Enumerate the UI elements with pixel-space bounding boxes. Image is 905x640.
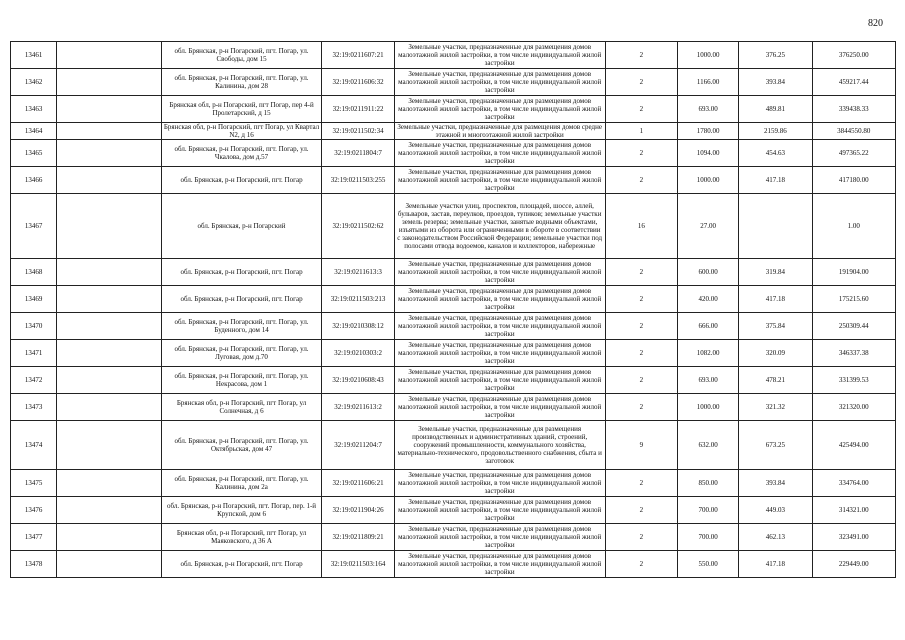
cell-cost: 459217.44 bbox=[812, 69, 895, 96]
cell-cadastral: 32:19:0211607:21 bbox=[322, 42, 394, 69]
cell-cadastral: 32:19:0211503:164 bbox=[322, 551, 394, 578]
cell-use: Земельные участки, предназначенные для размещения домов малоэтажной жилой застройки, в том числе индивидуальной жилой застройки bbox=[394, 96, 605, 123]
cell-use: Земельные участки, предназначенные для размещения домов малоэтажной жилой застройки, в том числе индивидуальной жилой застройки bbox=[394, 42, 605, 69]
cell-id: 13465 bbox=[11, 140, 57, 167]
cell-price: 393.84 bbox=[739, 470, 812, 497]
table-row bbox=[11, 194, 896, 259]
cell-class: 2 bbox=[605, 340, 677, 367]
cell-class: 2 bbox=[605, 367, 677, 394]
cell-cost: 191904.00 bbox=[812, 259, 895, 286]
cell-blank bbox=[57, 497, 161, 524]
cell-id: 13477 bbox=[11, 524, 57, 551]
table-row bbox=[11, 69, 896, 96]
cell-class: 2 bbox=[605, 96, 677, 123]
cell-area: 27.00 bbox=[677, 194, 738, 259]
table-row bbox=[11, 367, 896, 394]
cell-class: 16 bbox=[605, 194, 677, 259]
cell-use: Земельные участки, предназначенные для размещения домов малоэтажной жилой застройки, в том числе индивидуальной жилой застройки bbox=[394, 340, 605, 367]
cell-id: 13464 bbox=[11, 123, 57, 140]
cell-blank bbox=[57, 551, 161, 578]
cell-price: 449.03 bbox=[739, 497, 812, 524]
cell-class: 2 bbox=[605, 497, 677, 524]
cell-address: обл. Брянская, р-н Погарский, пгт. Погар, ул. Октябрьская, дом 47 bbox=[161, 421, 322, 470]
cell-use: Земельные участки, предназначенные для размещения домов малоэтажной жилой застройки, в том числе индивидуальной жилой застройки bbox=[394, 167, 605, 194]
cell-address: обл. Брянская, р-н Погарский, пгт. Погар bbox=[161, 167, 322, 194]
cell-cadastral: 32:19:0211804:7 bbox=[322, 140, 394, 167]
page-number: 820 bbox=[868, 18, 883, 29]
cell-class: 2 bbox=[605, 524, 677, 551]
cell-address: обл. Брянская, р-н Погарский, пгт. Погар, пер. 1-й Крупской, дом 6 bbox=[161, 497, 322, 524]
cell-area: 1000.00 bbox=[677, 42, 738, 69]
cell-use: Земельные участки, предназначенные для размещения домов малоэтажной жилой застройки, в том числе индивидуальной жилой застройки bbox=[394, 313, 605, 340]
cell-use: Земельные участки, предназначенные для размещения домов малоэтажной жилой застройки, в том числе индивидуальной жилой застройки bbox=[394, 394, 605, 421]
cell-cadastral: 32:19:0210308:12 bbox=[322, 313, 394, 340]
cell-price: 462.13 bbox=[739, 524, 812, 551]
cell-price: 417.18 bbox=[739, 167, 812, 194]
cell-cost: 346337.38 bbox=[812, 340, 895, 367]
cell-price: 320.09 bbox=[739, 340, 812, 367]
cell-id: 13473 bbox=[11, 394, 57, 421]
cell-cost: 334764.00 bbox=[812, 470, 895, 497]
cell-class: 1 bbox=[605, 123, 677, 140]
cell-area: 666.00 bbox=[677, 313, 738, 340]
cell-address: обл. Брянская, р-н Погарский, пгт. Погар bbox=[161, 286, 322, 313]
cell-address: обл. Брянская, р-н Погарский, пгт. Погар, ул. Луговая, дом д.70 bbox=[161, 340, 322, 367]
cell-cadastral: 32:19:0211204:7 bbox=[322, 421, 394, 470]
cell-class: 2 bbox=[605, 313, 677, 340]
cell-price bbox=[739, 194, 812, 259]
cell-area: 1082.00 bbox=[677, 340, 738, 367]
cell-use: Земельные участки, предназначенные для размещения домов малоэтажной жилой застройки, в том числе индивидуальной жилой застройки bbox=[394, 140, 605, 167]
cell-address: обл. Брянская, р-н Погарский bbox=[161, 194, 322, 259]
cell-area: 693.00 bbox=[677, 367, 738, 394]
cell-area: 600.00 bbox=[677, 259, 738, 286]
cell-class: 2 bbox=[605, 69, 677, 96]
cell-blank bbox=[57, 194, 161, 259]
cell-use: Земельные участки, предназначенные для размещения домов малоэтажной жилой застройки, в том числе индивидуальной жилой застройки bbox=[394, 259, 605, 286]
cell-cost: 3844550.80 bbox=[812, 123, 895, 140]
cell-blank bbox=[57, 524, 161, 551]
cell-cost: 339438.33 bbox=[812, 96, 895, 123]
table-row bbox=[11, 259, 896, 286]
cell-price: 673.25 bbox=[739, 421, 812, 470]
cell-blank bbox=[57, 259, 161, 286]
cell-cost: 323491.00 bbox=[812, 524, 895, 551]
cell-class: 2 bbox=[605, 286, 677, 313]
cell-address: Брянская обл, р-н Погарский, пгт Погар, ул Маяковского, д 36 А bbox=[161, 524, 322, 551]
cell-cadastral: 32:19:0210608:43 bbox=[322, 367, 394, 394]
cell-blank bbox=[57, 69, 161, 96]
cell-price: 393.84 bbox=[739, 69, 812, 96]
cell-price: 321.32 bbox=[739, 394, 812, 421]
cell-cadastral: 32:19:0211503:255 bbox=[322, 167, 394, 194]
cell-use: Земельные участки, предназначенные для размещения домов малоэтажной жилой застройки, в том числе индивидуальной жилой застройки bbox=[394, 470, 605, 497]
table-row bbox=[11, 167, 896, 194]
cell-cost: 497365.22 bbox=[812, 140, 895, 167]
cell-cost: 376250.00 bbox=[812, 42, 895, 69]
cell-class: 2 bbox=[605, 42, 677, 69]
cell-class: 2 bbox=[605, 470, 677, 497]
table-row bbox=[11, 470, 896, 497]
table-row bbox=[11, 123, 896, 140]
table-row bbox=[11, 140, 896, 167]
cell-area: 693.00 bbox=[677, 96, 738, 123]
cell-class: 2 bbox=[605, 551, 677, 578]
cell-address: Брянская обл, р-н Погарский, пгт Погар, ул Солнечная, д 6 bbox=[161, 394, 322, 421]
cell-area: 632.00 bbox=[677, 421, 738, 470]
cell-address: обл. Брянская, р-н Погарский, пгт. Погар, ул. Чкалова, дом д.57 bbox=[161, 140, 322, 167]
cell-blank bbox=[57, 123, 161, 140]
cell-blank bbox=[57, 367, 161, 394]
cell-price: 375.84 bbox=[739, 313, 812, 340]
cell-blank bbox=[57, 421, 161, 470]
cell-area: 1000.00 bbox=[677, 394, 738, 421]
cell-cost: 417180.00 bbox=[812, 167, 895, 194]
cell-cost: 321320.00 bbox=[812, 394, 895, 421]
cell-cadastral: 32:19:0211502:34 bbox=[322, 123, 394, 140]
cell-class: 2 bbox=[605, 259, 677, 286]
cell-cadastral: 32:19:0211613:2 bbox=[322, 394, 394, 421]
cell-price: 478.21 bbox=[739, 367, 812, 394]
cell-area: 700.00 bbox=[677, 497, 738, 524]
table-row bbox=[11, 551, 896, 578]
cell-cost: 331399.53 bbox=[812, 367, 895, 394]
cell-cost: 1.00 bbox=[812, 194, 895, 259]
cell-cost: 425494.00 bbox=[812, 421, 895, 470]
cell-use: Земельные участки, предназначенные для размещения домов малоэтажной жилой застройки, в том числе индивидуальной жилой застройки bbox=[394, 69, 605, 96]
cell-class: 2 bbox=[605, 140, 677, 167]
table-row bbox=[11, 286, 896, 313]
cell-id: 13467 bbox=[11, 194, 57, 259]
cell-cadastral: 32:19:0211911:22 bbox=[322, 96, 394, 123]
cell-use: Земельные участки, предназначенные для размещения домов средне этажной и многоэтажной жилой застройки bbox=[394, 123, 605, 140]
cell-address: обл. Брянская, р-н Погарский, пгт. Погар, ул. Некрасова, дом 1 bbox=[161, 367, 322, 394]
cell-area: 850.00 bbox=[677, 470, 738, 497]
cell-area: 1166.00 bbox=[677, 69, 738, 96]
cell-address: обл. Брянская, р-н Погарский, пгт. Погар bbox=[161, 551, 322, 578]
cell-cadastral: 32:19:0211809:21 bbox=[322, 524, 394, 551]
cell-cadastral: 32:19:0211613:3 bbox=[322, 259, 394, 286]
table-row bbox=[11, 394, 896, 421]
cell-id: 13476 bbox=[11, 497, 57, 524]
cell-address: обл. Брянская, р-н Погарский, пгт. Погар, ул. Свободы, дом 15 bbox=[161, 42, 322, 69]
cell-id: 13471 bbox=[11, 340, 57, 367]
cell-use: Земельные участки, предназначенные для размещения домов малоэтажной жилой застройки, в том числе индивидуальной жилой застройки bbox=[394, 551, 605, 578]
cell-id: 13469 bbox=[11, 286, 57, 313]
cell-blank bbox=[57, 167, 161, 194]
cell-address: обл. Брянская, р-н Погарский, пгт. Погар, ул. Калинина, дом 2а bbox=[161, 470, 322, 497]
cell-use: Земельные участки, предназначенные для размещения домов малоэтажной жилой застройки, в том числе индивидуальной жилой застройки bbox=[394, 497, 605, 524]
cell-use: Земельные участки улиц, проспектов, площадей, шоссе, аллей, бульваров, застав, переулков, проездов, тупиков; земельные участки земель резерва; земельные участки, занятые водными объектами, изъятыми из оборота или ограниченными в обороте в соответствии с законодательством Российской Федерации; земельные участки под полосами отвода водоемов, каналов и коллекторов, набережные bbox=[394, 194, 605, 259]
cell-id: 13463 bbox=[11, 96, 57, 123]
cell-cost: 229449.00 bbox=[812, 551, 895, 578]
cell-blank bbox=[57, 286, 161, 313]
cell-cost: 175215.60 bbox=[812, 286, 895, 313]
table-body bbox=[11, 42, 896, 578]
cell-id: 13461 bbox=[11, 42, 57, 69]
cell-cadastral: 32:19:0211503:213 bbox=[322, 286, 394, 313]
cell-address: обл. Брянская, р-н Погарский, пгт. Погар, ул. Буденного, дом 14 bbox=[161, 313, 322, 340]
cell-area: 1000.00 bbox=[677, 167, 738, 194]
table-row bbox=[11, 524, 896, 551]
cell-class: 2 bbox=[605, 394, 677, 421]
cell-area: 1094.00 bbox=[677, 140, 738, 167]
cell-id: 13466 bbox=[11, 167, 57, 194]
cell-class: 9 bbox=[605, 421, 677, 470]
cell-price: 489.81 bbox=[739, 96, 812, 123]
cell-price: 2159.86 bbox=[739, 123, 812, 140]
cell-id: 13470 bbox=[11, 313, 57, 340]
cell-use: Земельные участки, предназначенные для размещения домов малоэтажной жилой застройки, в том числе индивидуальной жилой застройки bbox=[394, 367, 605, 394]
cell-blank bbox=[57, 470, 161, 497]
table-row bbox=[11, 340, 896, 367]
table-row bbox=[11, 313, 896, 340]
cell-price: 417.18 bbox=[739, 551, 812, 578]
table-row bbox=[11, 497, 896, 524]
cell-area: 550.00 bbox=[677, 551, 738, 578]
cell-blank bbox=[57, 140, 161, 167]
cadastral-value-table bbox=[10, 41, 896, 578]
cell-cost: 314321.00 bbox=[812, 497, 895, 524]
cell-id: 13478 bbox=[11, 551, 57, 578]
cell-area: 420.00 bbox=[677, 286, 738, 313]
cell-blank bbox=[57, 96, 161, 123]
cell-blank bbox=[57, 313, 161, 340]
cell-use: Земельные участки, предназначенные для размещения производственных и административных зданий, строений, сооружений промышленности, коммунального хозяйства, материально-технического, продовольственного снабжения, сбыта и заготовок bbox=[394, 421, 605, 470]
cell-cadastral: 32:19:0210303:2 bbox=[322, 340, 394, 367]
cell-price: 319.84 bbox=[739, 259, 812, 286]
cell-id: 13475 bbox=[11, 470, 57, 497]
cell-blank bbox=[57, 340, 161, 367]
cell-area: 1780.00 bbox=[677, 123, 738, 140]
cell-address: обл. Брянская, р-н Погарский, пгт. Погар bbox=[161, 259, 322, 286]
table-row bbox=[11, 42, 896, 69]
cell-cadastral: 32:19:0211606:21 bbox=[322, 470, 394, 497]
cell-address: Брянская обл, р-н Погарский, пгт Погар, пер 4-й Пролетарский, д 15 bbox=[161, 96, 322, 123]
cell-address: Брянская обл, р-н Погарский, пгт Погар, ул Квартал N2, д 16 bbox=[161, 123, 322, 140]
cell-price: 376.25 bbox=[739, 42, 812, 69]
table-row bbox=[11, 421, 896, 470]
cell-cadastral: 32:19:0211606:32 bbox=[322, 69, 394, 96]
cell-price: 454.63 bbox=[739, 140, 812, 167]
cell-cadastral: 32:19:0211502:62 bbox=[322, 194, 394, 259]
cell-cadastral: 32:19:0211904:26 bbox=[322, 497, 394, 524]
cell-id: 13474 bbox=[11, 421, 57, 470]
table-row bbox=[11, 96, 896, 123]
cell-id: 13468 bbox=[11, 259, 57, 286]
cell-blank bbox=[57, 394, 161, 421]
cell-use: Земельные участки, предназначенные для размещения домов малоэтажной жилой застройки, в том числе индивидуальной жилой застройки bbox=[394, 524, 605, 551]
cell-id: 13472 bbox=[11, 367, 57, 394]
cell-blank bbox=[57, 42, 161, 69]
cell-use: Земельные участки, предназначенные для размещения домов малоэтажной жилой застройки, в том числе индивидуальной жилой застройки bbox=[394, 286, 605, 313]
cell-cost: 250309.44 bbox=[812, 313, 895, 340]
cell-class: 2 bbox=[605, 167, 677, 194]
cell-price: 417.18 bbox=[739, 286, 812, 313]
cell-id: 13462 bbox=[11, 69, 57, 96]
cell-address: обл. Брянская, р-н Погарский, пгт. Погар, ул. Калинина, дом 28 bbox=[161, 69, 322, 96]
cell-area: 700.00 bbox=[677, 524, 738, 551]
